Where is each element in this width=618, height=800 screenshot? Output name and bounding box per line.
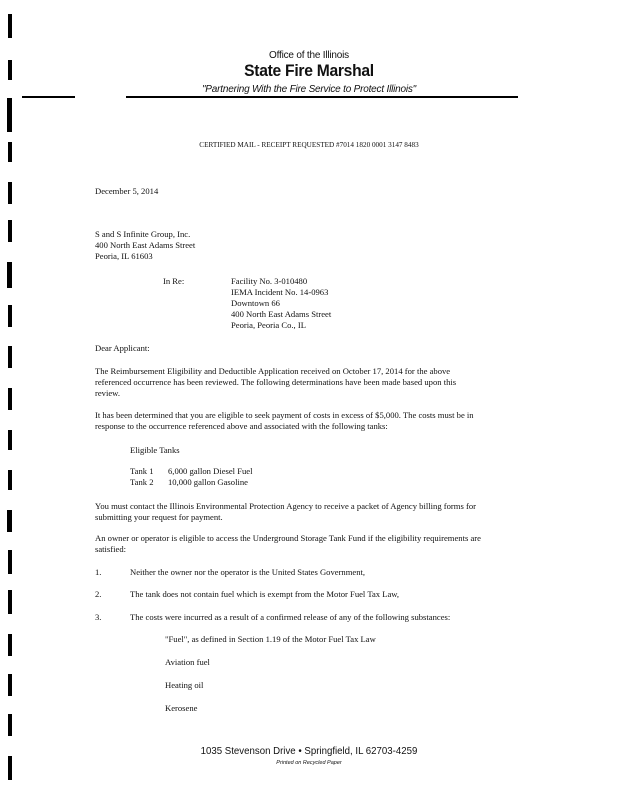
re-street: 400 North East Adams Street (231, 309, 332, 319)
requirement-text: Neither the owner nor the operator is the United States Government, (130, 567, 366, 577)
tanks-heading: Eligible Tanks (130, 445, 180, 455)
requirement-number: 2. (95, 589, 102, 599)
recipient-name: S and S Infinite Group, Inc. (95, 229, 191, 239)
letterhead-rule-left (22, 96, 75, 98)
tank-label: Tank 1 (130, 466, 154, 476)
recipient-city: Peoria, IL 61603 (95, 251, 153, 261)
paragraph-1-line: referenced occurrence has been reviewed. The following determinations have been made based upon this (95, 377, 457, 387)
tank-description: 6,000 gallon Diesel Fuel (168, 466, 253, 476)
salutation: Dear Applicant: (95, 343, 150, 353)
tank-description: 10,000 gallon Gasoline (168, 477, 248, 487)
paragraph-1-line: review. (95, 388, 120, 398)
scan-mark (8, 182, 12, 204)
scan-mark (8, 470, 12, 490)
substance-item: Kerosene (165, 703, 198, 713)
scan-mark (7, 510, 12, 532)
scan-mark (8, 305, 12, 327)
scan-mark (8, 14, 12, 38)
requirement-text: The tank does not contain fuel which is exempt from the Motor Fuel Tax Law, (130, 589, 400, 599)
substance-item: Heating oil (165, 680, 204, 690)
letterhead-title: State Fire Marshal (244, 61, 374, 80)
recipient-street: 400 North East Adams Street (95, 240, 196, 250)
scan-mark (8, 388, 12, 410)
letterhead-office: Office of the Illinois (269, 50, 349, 61)
scan-mark (8, 60, 12, 80)
footer-address: 1035 Stevenson Drive • Springfield, IL 62703-4259 (200, 745, 418, 757)
re-incident: IEMA Incident No. 14-0963 (231, 287, 329, 297)
letter-date: December 5, 2014 (95, 186, 159, 196)
re-facility: Facility No. 3-010480 (231, 276, 308, 286)
re-site-name: Downtown 66 (231, 298, 280, 308)
scan-mark (7, 98, 12, 132)
paragraph-4-line: satisfied: (95, 544, 127, 554)
footer-recycled-note: Printed on Recycled Paper (276, 760, 342, 766)
paragraph-3-line: You must contact the Illinois Environmental Protection Agency to receive a packet of Agency billing forms for (95, 501, 476, 511)
certified-mail-line: CERTIFIED MAIL - RECEIPT REQUESTED #7014 1820 0001 3147 8483 (199, 141, 419, 149)
letterhead-motto: "Partnering With the Fire Service to Protect Illinois" (201, 84, 417, 95)
scan-mark (8, 714, 12, 736)
requirement-text: The costs were incurred as a result of a confirmed release of any of the following substances: (130, 612, 451, 622)
scan-mark (8, 220, 12, 242)
re-city: Peoria, Peoria Co., IL (231, 320, 306, 330)
paragraph-3-line: submitting your request for payment. (95, 512, 223, 522)
letterhead-rule-right (126, 96, 518, 98)
paragraph-2-line: response to the occurrence referenced above and associated with the following tanks: (95, 421, 388, 431)
paragraph-2-line: It has been determined that you are eligible to seek payment of costs in excess of $5,000. The costs must be in (95, 410, 474, 420)
substance-item: "Fuel", as defined in Section 1.19 of the Motor Fuel Tax Law (165, 634, 376, 644)
scan-mark (8, 550, 12, 574)
scan-mark (8, 346, 12, 368)
requirement-number: 1. (95, 567, 102, 577)
re-label: In Re: (163, 276, 185, 286)
scan-mark (7, 262, 12, 288)
scan-mark (8, 674, 12, 696)
scan-mark (8, 430, 12, 450)
paragraph-1-line: The Reimbursement Eligibility and Deductible Application received on October 17, 2014 for the above (95, 366, 451, 376)
scan-mark (8, 590, 12, 614)
tank-label: Tank 2 (130, 477, 154, 487)
scan-mark (8, 634, 12, 656)
paragraph-4-line: An owner or operator is eligible to access the Underground Storage Tank Fund if the eligibility requirements are (95, 533, 481, 543)
requirement-number: 3. (95, 612, 102, 622)
substance-item: Aviation fuel (165, 657, 210, 667)
